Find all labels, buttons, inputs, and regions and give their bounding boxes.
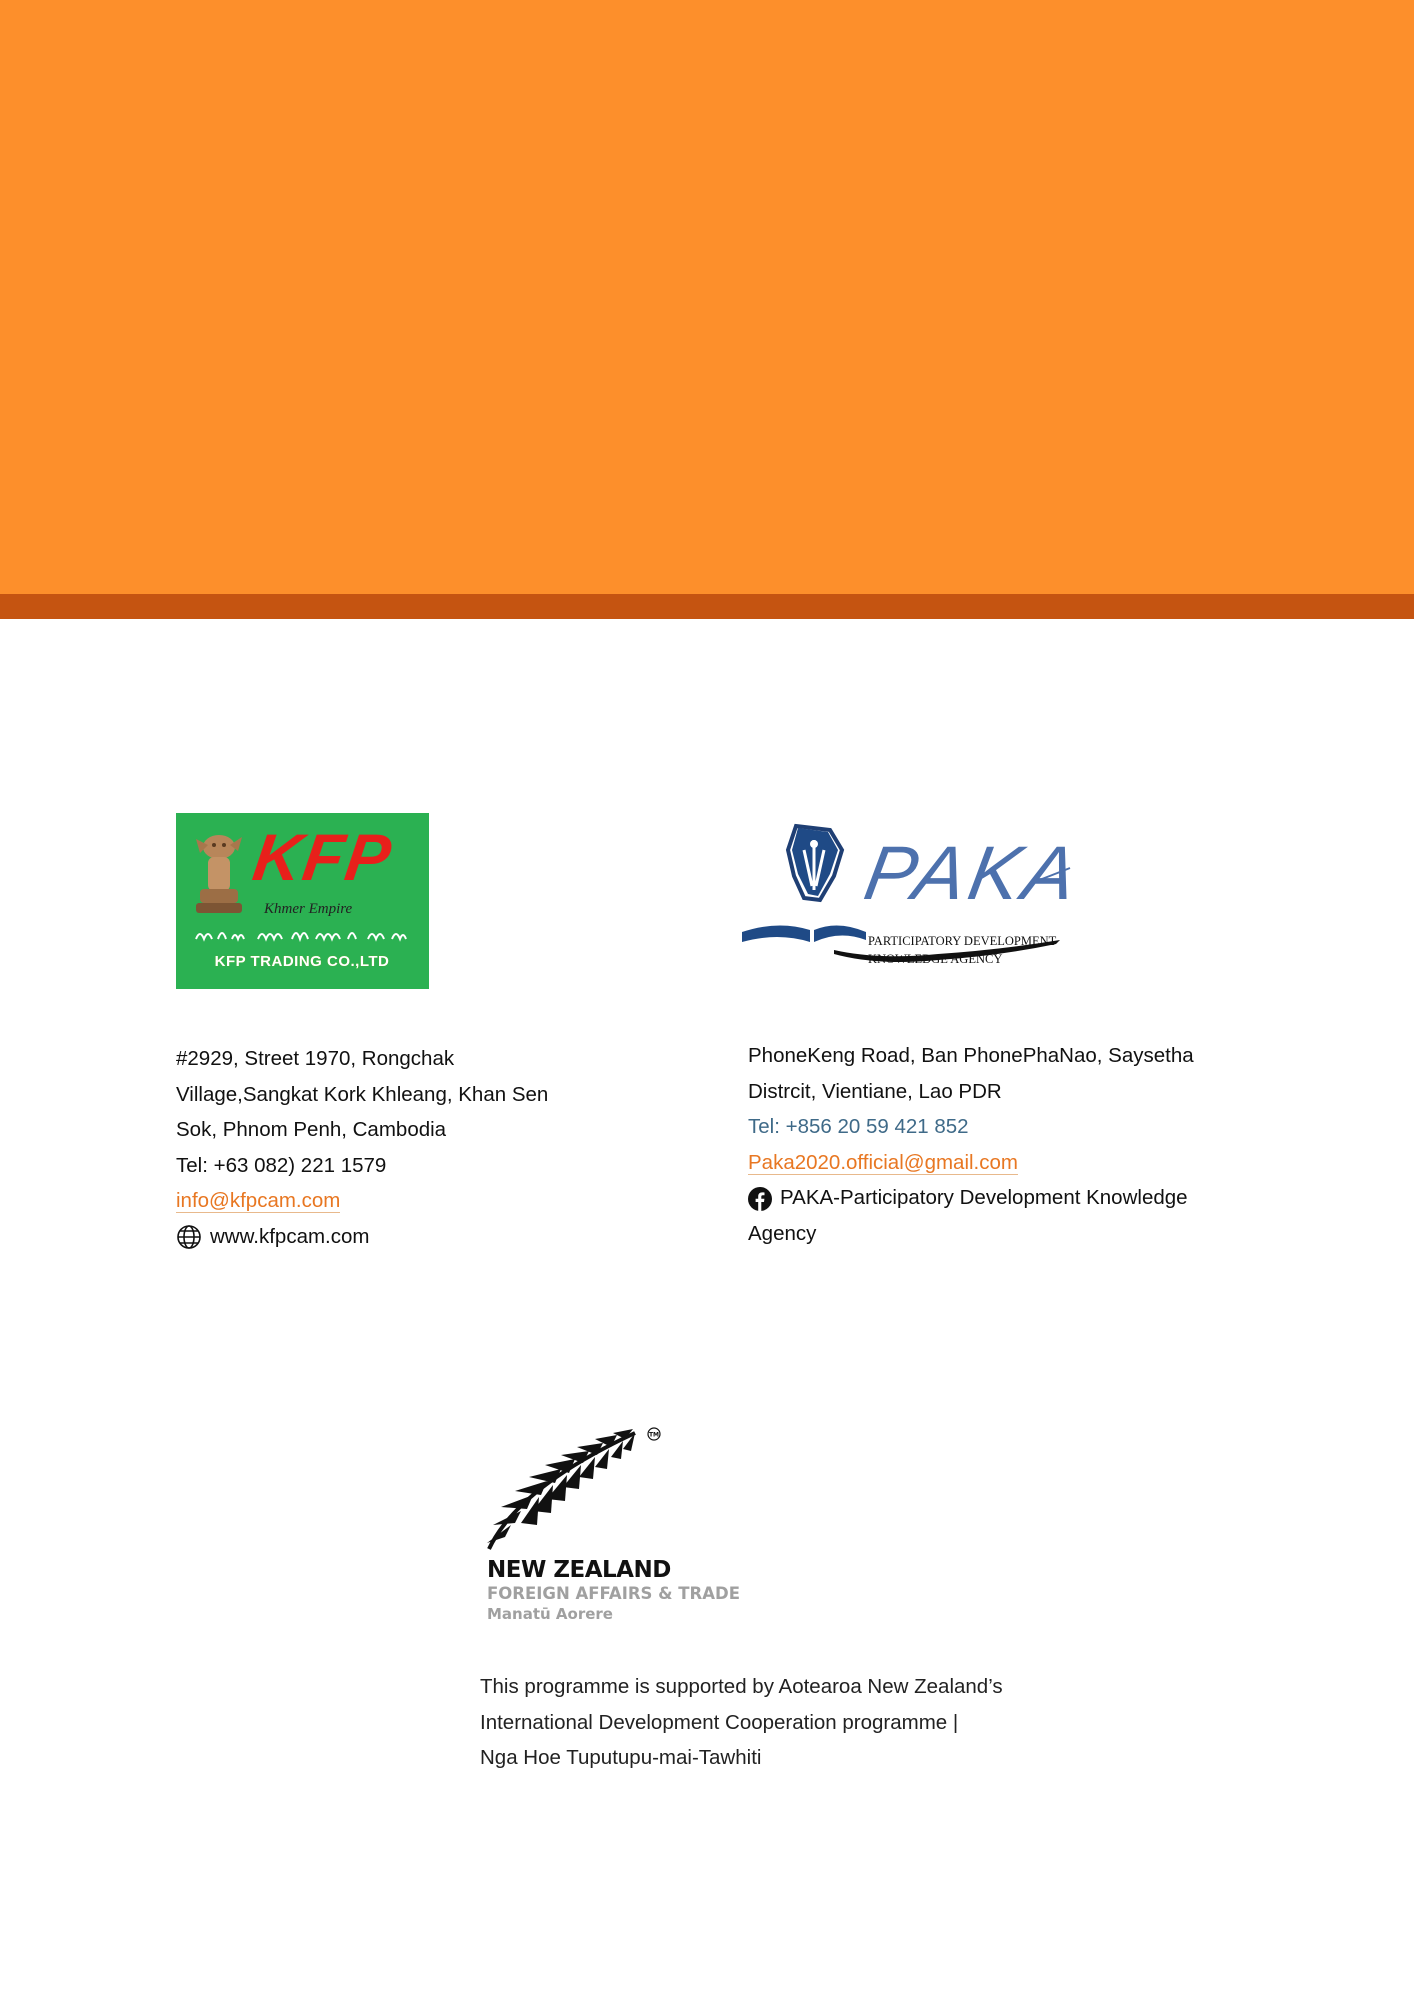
globe-icon xyxy=(176,1224,202,1250)
kfp-logo-company: KFP TRADING CO.,LTD xyxy=(214,953,390,970)
paka-address-line: Distrcit, Vientiane, Lao PDR xyxy=(748,1079,1002,1103)
kfp-website-link[interactable]: www.kfpcam.com xyxy=(210,1224,370,1248)
kfp-address-line: #2929, Street 1970, Rongchak xyxy=(176,1047,455,1070)
support-line: Nga Hoe Tuputupu-mai-Tawhiti xyxy=(480,1746,762,1769)
kfp-logo-letters: KFP xyxy=(248,820,398,894)
paka-email-link[interactable]: Paka2020.official@gmail.com xyxy=(748,1150,1018,1174)
paka-logo xyxy=(738,820,1087,985)
paka-contact-block xyxy=(748,1038,1194,1251)
kfp-contact-block xyxy=(176,1041,548,1254)
paka-facebook-label[interactable]: PAKA-Participatory Development Knowledge xyxy=(780,1186,1188,1209)
paka-facebook-label-cont[interactable]: Agency xyxy=(748,1221,817,1245)
nz-logo-department: FOREIGN AFFAIRS & TRADE xyxy=(487,1584,741,1603)
trademark-icon xyxy=(647,1427,661,1441)
nz-mfat-logo xyxy=(485,1425,745,1625)
paka-logo-title: PAKA xyxy=(858,831,1087,916)
facebook-icon[interactable] xyxy=(748,1187,772,1211)
kfp-tel: Tel: +63 082) 221 1579 xyxy=(176,1153,387,1177)
kfp-email-link[interactable]: info@kfpcam.com xyxy=(176,1189,341,1212)
kfp-address-line: Sok, Phnom Penh, Cambodia xyxy=(176,1118,447,1141)
kfp-khmer-script xyxy=(192,923,414,945)
kfp-address-line: Village,Sangkat Kork Khleang, Khan Sen xyxy=(176,1082,549,1106)
support-statement xyxy=(480,1669,1003,1776)
paka-tel: Tel: +856 20 59 421 852 xyxy=(748,1115,969,1138)
trademark-text: TM xyxy=(648,1431,660,1439)
paka-logo-subtitle xyxy=(868,932,1056,968)
cover-banner xyxy=(0,0,1414,594)
support-line: International Development Cooperation programme | xyxy=(480,1710,959,1734)
nz-logo-country: NEW ZEALAND xyxy=(487,1557,671,1583)
support-line: This programme is supported by Aotearoa New Zealand’s xyxy=(480,1675,1003,1698)
kfp-logo xyxy=(176,813,429,989)
kfp-logo-script: Khmer Empire xyxy=(264,901,353,917)
kfp-statue-icon xyxy=(190,827,248,917)
banner-stripe xyxy=(0,594,1414,619)
paka-address-line: PhoneKeng Road, Ban PhonePhaNao, Saysetha xyxy=(748,1044,1194,1067)
paka-logo-subtitle-line2: KNOWLEDGE AGENCY xyxy=(868,952,1003,966)
silver-fern-icon xyxy=(485,1425,665,1557)
paka-logo-subtitle-line1: PARTICIPATORY DEVELOPMENT xyxy=(868,934,1057,948)
nz-logo-maori: Manatū Aorere xyxy=(487,1605,613,1623)
